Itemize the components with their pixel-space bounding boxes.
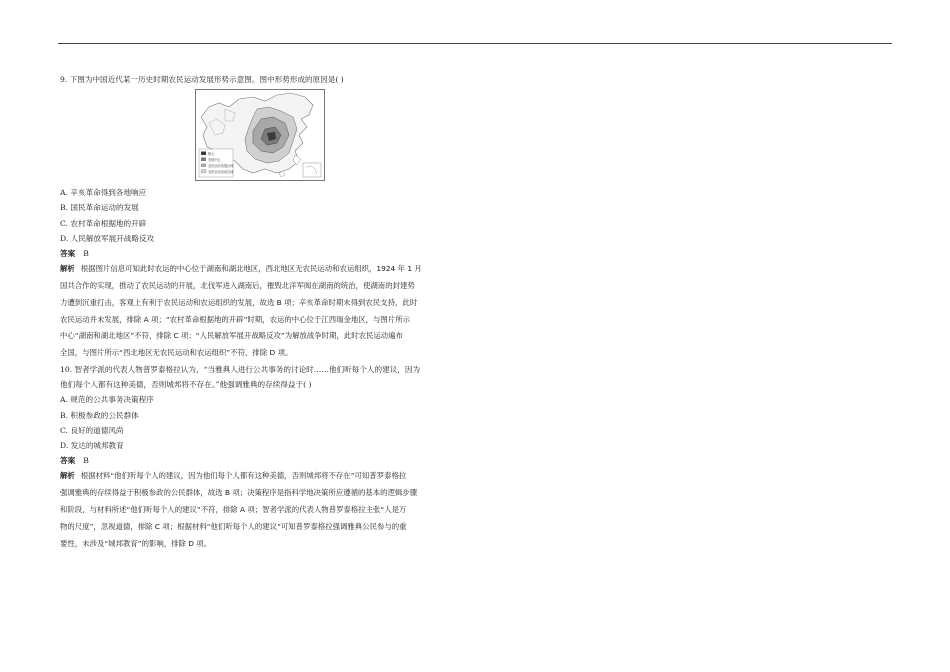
map-legend [199,149,234,177]
q9-option-d: D. 人民解放军展开战略反攻 [60,233,155,243]
q10-analysis-line: 要性，未涉及“城邦教育”的影响，排除 D 项。 [60,538,212,548]
q10-option-b: B. 积极参政的公民群体 [60,410,139,420]
legend-core-label: 核心 [208,152,215,157]
q10-analysis-line: 强调雅典的存续得益于积极参政的公民群体，故选 B 项；决策程序是指科学地决策所应遵循的基本的逻辑步骤 [60,488,418,498]
q10-option-c: C. 良好的道德风尚 [60,425,124,435]
q9-option-c: C. 农村革命根据地的开辟 [60,218,147,228]
q9-option-a: A. 辛亥革命得到各地响应 [60,188,147,198]
q10-analysis-text: 根据材料“他们听每个人的建议，因为他们每个人都有这种美德，否则城邦将不存在”可知普罗泰格拉 [80,471,407,481]
q10-option-d: D. 发达的城邦教育 [60,441,124,451]
q9-analysis-text: 根据图片信息可知此时农运的中心位于湖南和湖北地区，西北地区无农民运动和农运组织，1924 年 1 月 [80,264,422,274]
question-10-title-line-2: 他们每个人都有这种美德，否则城邦将不存在。”他强调雅典的存续得益于( ) [60,380,312,390]
q9-answer-value: B [83,249,89,259]
legend-develop-label: 农民运动发展区域 [208,164,234,169]
legend-active-label: 农民运动活动区域 [208,170,234,175]
q10-analysis-label: 解析 [60,471,75,481]
legend-center-label: 发展中心 [208,158,221,163]
q9-answer [58,246,468,261]
q9-analysis-label: 解析 [60,264,75,274]
q9-analysis-line: 中心“湖南和湖北地区”不符，排除 C 项；“人民解放军展开战略反攻”为解放战争时期，此时农民运动遍布 [60,331,403,341]
q9-analysis-line [58,261,468,278]
map-figure [195,89,325,181]
q9-analysis-line: 全国，与图片所示“西北地区无农民运动和农运组织”不符，排除 D 项。 [60,348,293,358]
legend-develop-swatch [201,164,206,168]
q9-analysis-line: 力遭到沉重打击，客观上有利于农民运动和农运组织的发展，故选 B 项；辛亥革命时期未得到农民支持，此时 [60,297,418,307]
q10-answer [58,453,468,468]
q10-analysis-line: 物的尺度”，忽视道德，排除 C 项；根据材料“他们听每个人的建议”可知普罗泰格拉强调雅典公民参与的重 [60,521,407,531]
q10-option-a: A. 规范的公共事务决策程序 [60,395,154,405]
legend-active-swatch [201,170,206,174]
south-china-sea-inset [303,163,321,177]
q10-answer-value: B [83,456,89,466]
legend-center-swatch [201,158,206,162]
q9-analysis [58,261,468,362]
question-10-title-line-1: 10. 智者学派的代表人物普罗泰格拉认为，“当雅典人进行公共事务的讨论时……他们听每个人的建议，因为 [60,365,421,374]
legend-core-swatch [201,152,206,156]
question-9-title: 9. 下图为中国近代某一历史时期农民运动发展形势示意图。图中形势形成的原因是( ) [60,75,344,84]
q9-answer-label: 答案 [60,249,76,259]
peasant-movement-map [195,89,325,181]
q9-analysis-line: 农民运动并未发展，排除 A 项；“农村革命根据地的开辟”时期，农运的中心位于江西瑞金地区，与图片所示 [60,314,410,324]
q9-option-b: B. 国民革命运动的发展 [60,203,139,213]
header-rule [58,43,892,44]
q9-analysis-line: 国共合作的实现，推动了农民运动的开展，北伐军进入湖南后，摧毁北洋军阀在湖南的统治，使湖南的封建势 [60,281,415,291]
q10-analysis-line: 和阶段，与材料所述“他们听每个人的建议”不符，排除 A 项；智者学派的代表人物普罗泰格拉主张“人是万 [60,505,407,515]
q10-analysis [58,468,468,552]
document-body [58,72,468,552]
q10-answer-label: 答案 [60,456,76,466]
q10-analysis-line [58,468,468,485]
inset-frame [303,163,321,177]
